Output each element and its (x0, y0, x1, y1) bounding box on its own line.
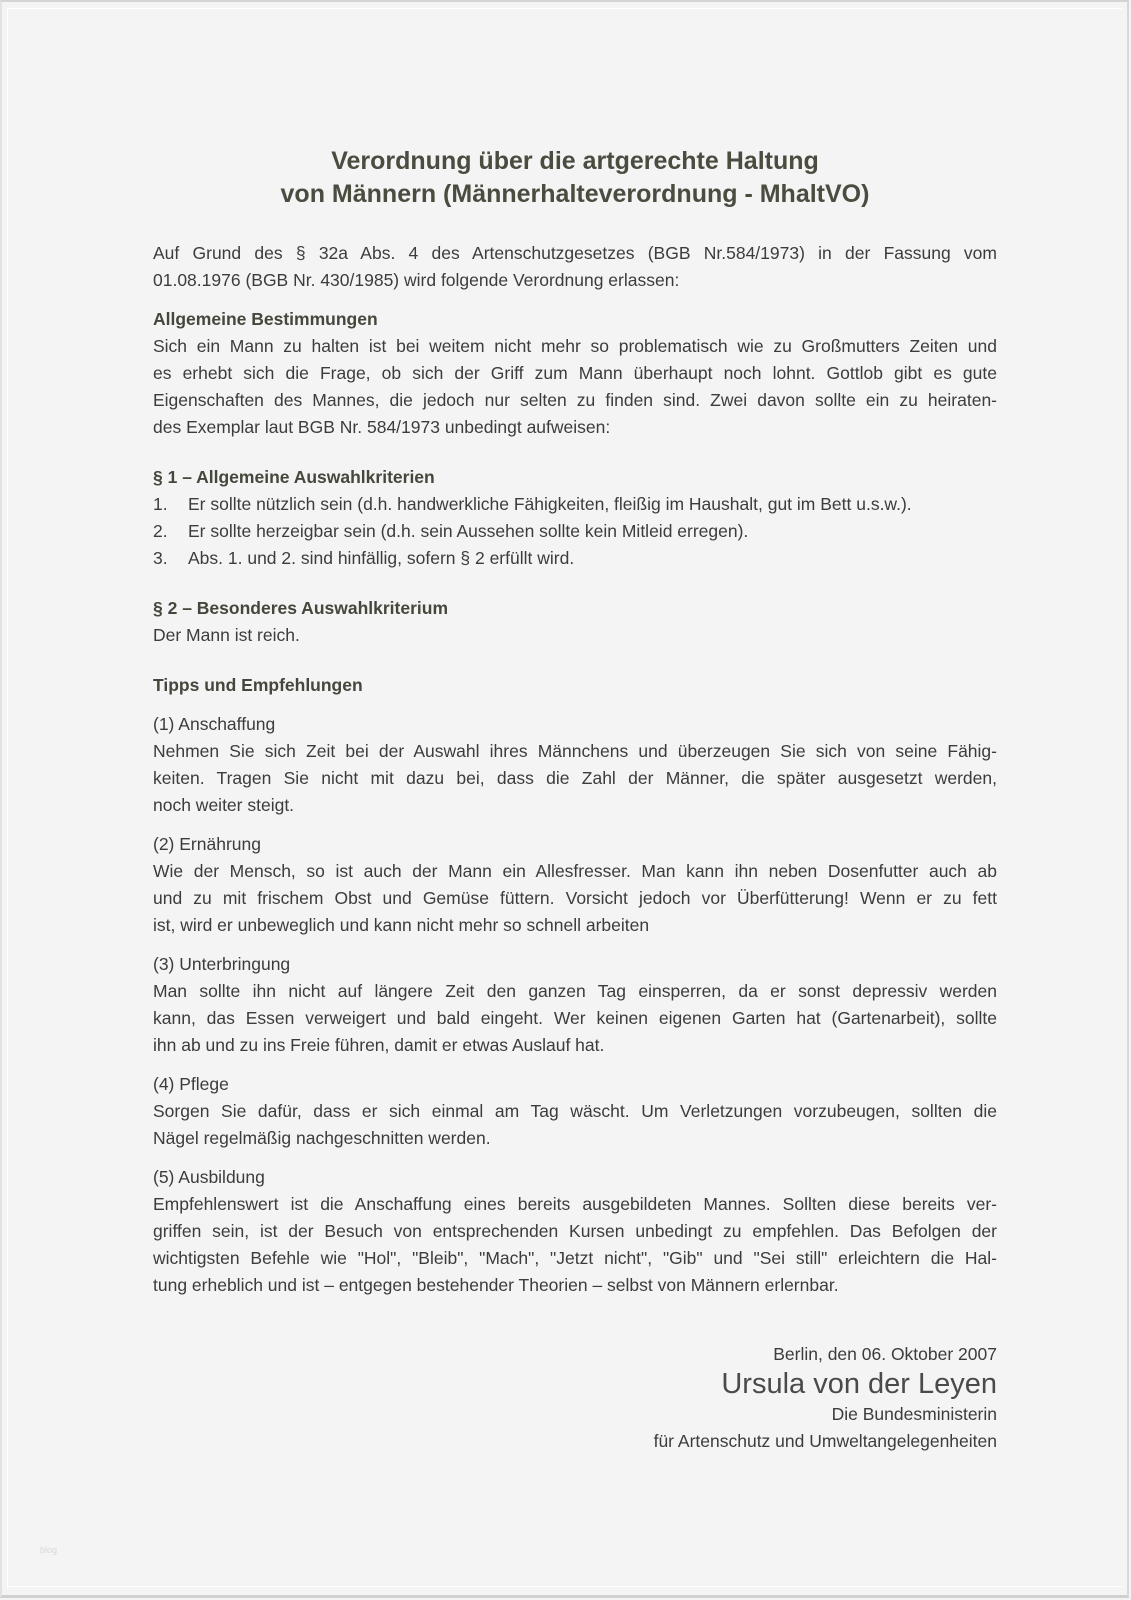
text-line: ihn ab und zu ins Freie führen, damit er etwas Auslauf hat. (153, 1035, 605, 1055)
list-text: Er sollte nützlich sein (d.h. handwerkliche Fähigkeiten, fleißig im Haushalt, gut im Bett u.s.w.). (188, 494, 912, 514)
text-line: Nehmen Sie sich Zeit bei der Auswahl ihres Männchens und überzeugen Sie sich von seine Fähig- (153, 741, 997, 761)
signatory-role: Die Bundesministerin (831, 1404, 997, 1424)
page-inner-border (7, 1586, 1122, 1587)
text-line: Empfehlenswert ist die Anschaffung eines bereits ausgebildeten Mannes. Sollten diese bereits ver- (153, 1194, 997, 1214)
page-inner-border (7, 8, 8, 1589)
document-title (153, 145, 997, 211)
section-heading-1: § 1 – Allgemeine Auswahlkriterien (153, 467, 435, 487)
title-line: von Männern (Männerhalteverordnung - MhaltVO) (280, 180, 870, 208)
text-line: Sich ein Mann zu halten ist bei weitem nicht mehr so problematisch wie zu Großmutters Zeiten und (153, 336, 997, 356)
watermark: blog (40, 1545, 58, 1555)
text-line: kann, das Essen verweigert und bald eingeht. Wer keinen eigenen Garten hat (Gartenarbeit), sollte (153, 1008, 997, 1028)
list-number: 3. (153, 548, 168, 568)
text-line: Man sollte ihn nicht auf längere Zeit den ganzen Tag einsperren, da er sonst depressiv werden (153, 981, 997, 1001)
text-line: griffen sein, ist der Besuch von entsprechenden Kursen unbedingt zu empfehlen. Das Befolgen der (153, 1221, 997, 1241)
tip-heading-1: (1) Anschaffung (153, 714, 276, 734)
text-line: Auf Grund des § 32a Abs. 4 des Artenschutzgesetzes (BGB Nr.584/1973) in der Fassung vom (153, 243, 997, 263)
list-item (153, 518, 997, 545)
text-line: Eigenschaften des Mannes, die jedoch nur selten zu finden sind. Zwei davon sollte ein zu heiraten- (153, 390, 997, 410)
text-line: Sorgen Sie dafür, dass er sich einmal am Tag wäscht. Um Verletzungen vorzubeugen, sollten die (153, 1101, 997, 1121)
tip-paragraph-1 (153, 738, 997, 819)
preamble (153, 240, 997, 294)
text-line: wichtigsten Befehle wie "Hol", "Bleib", "Mach", "Jetzt nicht", "Gib" und "Sei still" erleichtern die Hal- (153, 1248, 997, 1268)
section-heading-tips: Tipps und Empfehlungen (153, 675, 363, 695)
tip-heading-4: (4) Pflege (153, 1074, 229, 1094)
text-line: es erhebt sich die Frage, ob sich der Griff zum Mann überhaupt noch lohnt. Gottlob gibt es gute (153, 363, 997, 383)
title-line: Verordnung über die artgerechte Haltung (331, 147, 819, 175)
text-line: 01.08.1976 (BGB Nr. 430/1985) wird folgende Verordnung erlassen: (153, 270, 680, 290)
signatory-department: für Artenschutz und Umweltangelegenheiten (653, 1431, 997, 1451)
tip-heading-2: (2) Ernährung (153, 834, 261, 854)
list-number: 1. (153, 494, 168, 514)
section-heading-2: § 2 – Besonderes Auswahlkriterium (153, 598, 449, 618)
text-line: noch weiter steigt. (153, 795, 295, 815)
signatory-name: Ursula von der Leyen (721, 1368, 997, 1400)
document-body (153, 145, 997, 1299)
tip-paragraph-2 (153, 858, 997, 939)
section-heading-general: Allgemeine Bestimmungen (153, 309, 378, 329)
text-line: tung erheblich und ist – entgegen bestehender Theorien – selbst von Männern erlernbar. (153, 1275, 839, 1295)
tip-paragraph-5 (153, 1191, 997, 1299)
text-line: und zu mit frischem Obst und Gemüse füttern. Vorsicht jedoch vor Überfütterung! Wenn er zu fett (153, 888, 997, 908)
place-date: Berlin, den 06. Oktober 2007 (773, 1344, 997, 1364)
list-text: Er sollte herzeigbar sein (d.h. sein Aussehen sollte kein Mitleid erregen). (188, 521, 749, 541)
section-2-text: Der Mann ist reich. (153, 625, 300, 645)
general-paragraph (153, 333, 997, 441)
page-inner-border (7, 8, 1122, 9)
tip-heading-5: (5) Ausbildung (153, 1167, 265, 1187)
tip-heading-3: (3) Unterbringung (153, 954, 291, 974)
signature-block (654, 1340, 997, 1455)
text-line: des Exemplar laut BGB Nr. 584/1973 unbedingt aufweisen: (153, 417, 611, 437)
text-line: ist, wird er unbeweglich und kann nicht mehr so schnell arbeiten (153, 915, 650, 935)
tip-paragraph-4 (153, 1098, 997, 1152)
list-item (153, 491, 997, 518)
list-item (153, 545, 997, 572)
text-line: Wie der Mensch, so ist auch der Mann ein Allesfresser. Man kann ihn neben Dosenfutter auch ab (153, 861, 997, 881)
text-line: Nägel regelmäßig nachgeschnitten werden. (153, 1128, 491, 1148)
list-number: 2. (153, 521, 168, 541)
tip-paragraph-3 (153, 978, 997, 1059)
list-text: Abs. 1. und 2. sind hinfällig, sofern § 2 erfüllt wird. (188, 548, 575, 568)
text-line: keiten. Tragen Sie nicht mit dazu bei, dass die Zahl der Männer, die später ausgesetzt werden, (153, 768, 997, 788)
